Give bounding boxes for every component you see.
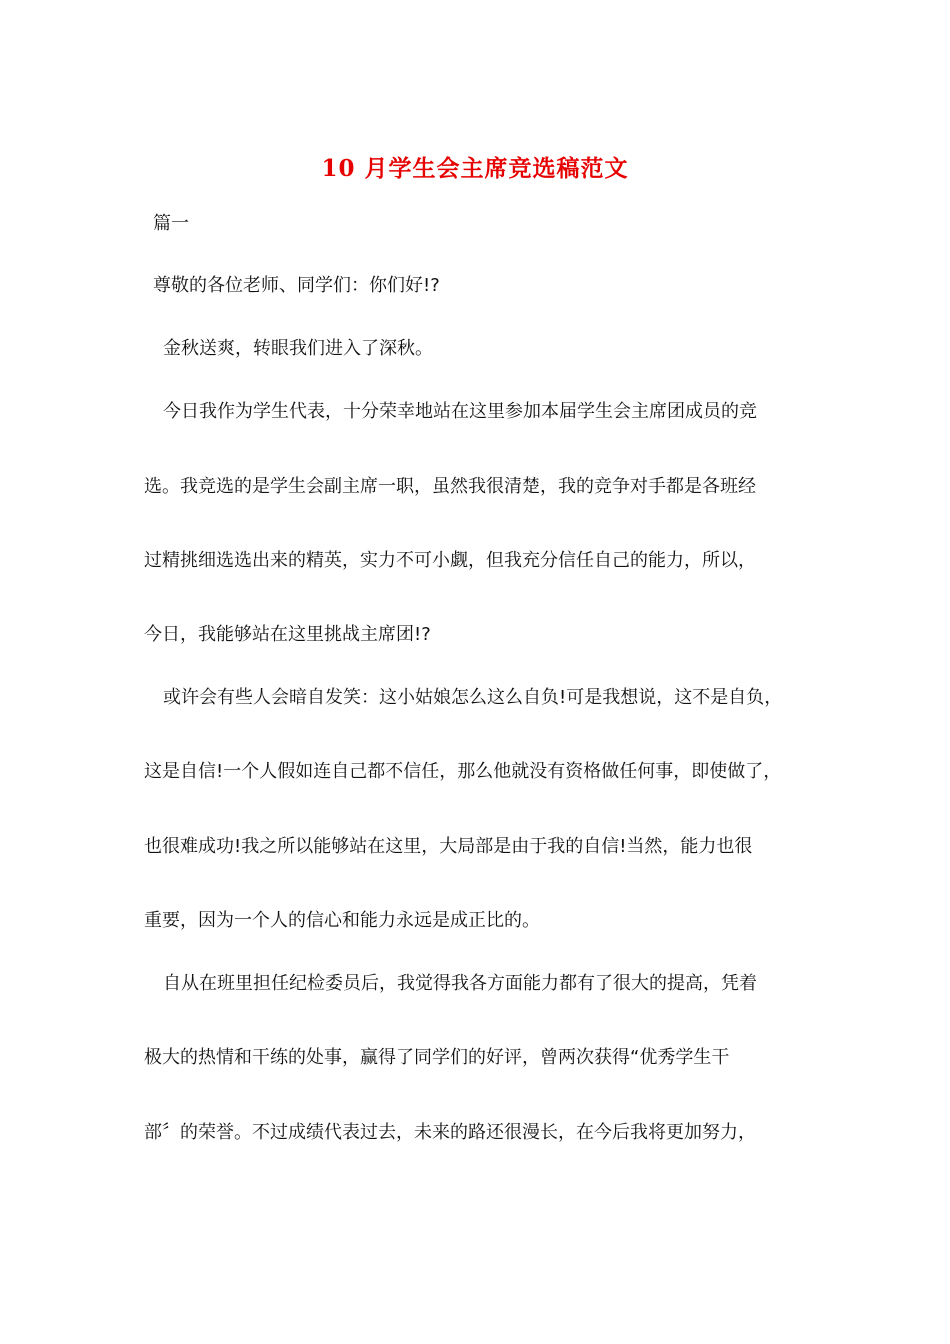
paragraph-line: 自从在班里担任纪检委员后，我觉得我各方面能力都有了很大的提高，凭着 <box>163 973 757 994</box>
greeting-line: 尊敬的各位老师、同学们：你们好!? <box>153 275 440 296</box>
paragraph-line: 金秋送爽，转眼我们进入了深秋。 <box>163 338 433 359</box>
paragraph-line: 过精挑细选选出来的精英，实力不可小觑，但我充分信任自己的能力，所以， <box>144 550 756 571</box>
paragraph-line: 也很难成功!我之所以能够站在这里，大局部是由于我的自信!当然，能力也很 <box>144 836 753 857</box>
paragraph-line: 重要，因为一个人的信心和能力永远是成正比的。 <box>144 910 540 931</box>
paragraph-line: 今日，我能够站在这里挑战主席团!? <box>144 624 431 645</box>
paragraph-line: 极大的热情和干练的处事，赢得了同学们的好评，曾两次获得“优秀学生干 <box>144 1047 730 1068</box>
document-title: 10 月学生会主席竞选稿范文 <box>321 155 629 182</box>
paragraph-line: 这是自信!一个人假如连自己都不信任，那么他就没有资格做任何事，即使做了， <box>144 761 782 782</box>
paragraph-line: 选。我竞选的是学生会副主席一职，虽然我很清楚，我的竞争对手都是各班经 <box>144 476 756 497</box>
paragraph-line: 今日我作为学生代表，十分荣幸地站在这里参加本届学生会主席团成员的竞 <box>163 401 757 422</box>
paragraph-line: 或许会有些人会暗自发笑：这小姑娘怎么这么自负!可是我想说，这不是自负， <box>163 687 783 708</box>
section-heading: 篇一 <box>153 213 189 234</box>
paragraph-line: 部〞的荣誉。不过成绩代表过去，未来的路还很漫长，在今后我将更加努力， <box>144 1122 756 1143</box>
